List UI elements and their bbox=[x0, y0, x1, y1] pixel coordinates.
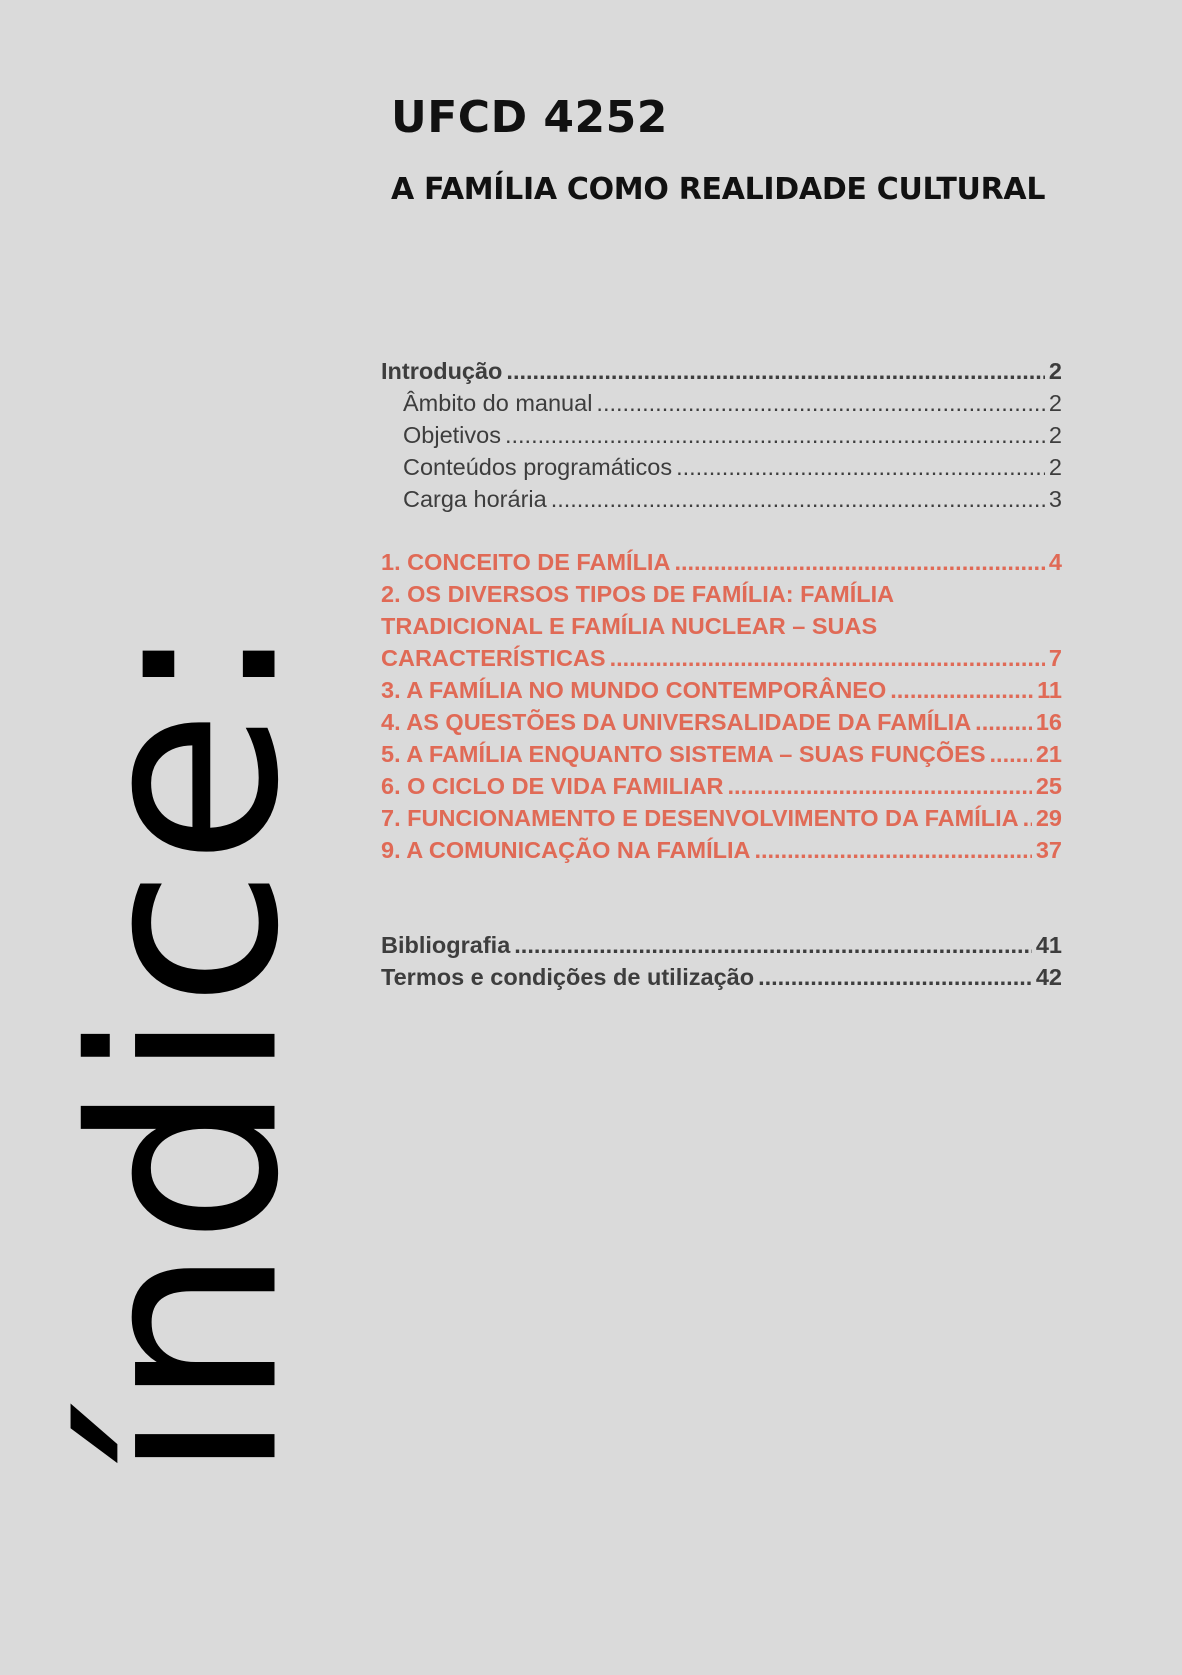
toc-entry[interactable] bbox=[381, 961, 1062, 993]
toc-leader bbox=[596, 387, 1045, 419]
toc-leader bbox=[1023, 802, 1032, 834]
toc-leader bbox=[990, 738, 1032, 770]
toc-entry-label: 5. A FAMÍLIA ENQUANTO SISTEMA – SUAS FUNÇÕES bbox=[381, 741, 986, 767]
toc-chapter-entry[interactable] bbox=[381, 802, 1062, 834]
toc-chapter-entry[interactable] bbox=[381, 546, 1062, 578]
toc-entry-label: 9. A COMUNICAÇÃO NA FAMÍLIA bbox=[381, 837, 751, 863]
toc-leader bbox=[674, 546, 1044, 578]
toc-entry-label: 3. A FAMÍLIA NO MUNDO CONTEMPORÂNEO bbox=[381, 677, 887, 703]
toc-entry-label-line: 2. OS DIVERSOS TIPOS DE FAMÍLIA: FAMÍLIA bbox=[381, 581, 895, 607]
toc-leader bbox=[676, 451, 1045, 483]
toc-entry-label: 6. O CICLO DE VIDA FAMILIAR bbox=[381, 773, 724, 799]
toc-page-number: 2 bbox=[1048, 422, 1062, 448]
toc-entry-label: 4. AS QUESTÕES DA UNIVERSALIDADE DA FAMÍLIA bbox=[381, 709, 972, 735]
toc-entry-label: CARACTERÍSTICAS bbox=[381, 645, 606, 671]
toc-entry-label: Objetivos bbox=[403, 422, 501, 448]
toc-page-number: 21 bbox=[1035, 741, 1062, 767]
toc-page-number: 29 bbox=[1035, 805, 1062, 831]
toc-page-number: 42 bbox=[1035, 964, 1062, 990]
toc-entry[interactable] bbox=[381, 483, 1062, 515]
toc-entry-label-line: TRADICIONAL E FAMÍLIA NUCLEAR – SUAS bbox=[381, 613, 878, 639]
toc-page-number: 25 bbox=[1035, 773, 1062, 799]
toc-entry-label: 7. FUNCIONAMENTO E DESENVOLVIMENTO DA FAMÍLIA bbox=[381, 805, 1019, 831]
toc-chapter-entry[interactable] bbox=[381, 770, 1062, 802]
toc-leader bbox=[551, 483, 1045, 515]
toc-leader bbox=[754, 834, 1031, 866]
toc-leader bbox=[610, 642, 1045, 674]
toc-entry-label: Âmbito do manual bbox=[403, 390, 593, 416]
toc-leader bbox=[975, 706, 1032, 738]
toc-leader bbox=[514, 929, 1032, 961]
toc-entry[interactable] bbox=[381, 355, 1062, 387]
toc-page-number: 2 bbox=[1048, 390, 1062, 416]
toc-entry[interactable] bbox=[381, 387, 1062, 419]
toc-entry[interactable] bbox=[381, 929, 1062, 961]
toc-leader bbox=[728, 770, 1032, 802]
toc-page-number: 2 bbox=[1048, 454, 1062, 480]
toc-leader bbox=[758, 961, 1032, 993]
toc-page-number: 7 bbox=[1048, 645, 1062, 671]
toc-page-number: 4 bbox=[1048, 549, 1062, 575]
toc-entry-label: Introdução bbox=[381, 358, 503, 384]
toc-entry[interactable] bbox=[381, 419, 1062, 451]
toc-entry-label: Bibliografia bbox=[381, 932, 511, 958]
toc-page-number: 2 bbox=[1048, 358, 1062, 384]
toc-chapter-entry[interactable] bbox=[381, 706, 1062, 738]
toc-entry-last-line bbox=[381, 642, 1062, 674]
course-code: UFCD 4252 bbox=[391, 92, 668, 143]
toc-leader bbox=[890, 674, 1033, 706]
toc-entry-label: 1. CONCEITO DE FAMÍLIA bbox=[381, 549, 671, 575]
toc-entry-label: Termos e condições de utilização bbox=[381, 964, 755, 990]
toc-page-number: 11 bbox=[1037, 677, 1062, 703]
toc-page-number: 16 bbox=[1035, 709, 1062, 735]
toc-chapter-entry[interactable] bbox=[381, 674, 1062, 706]
toc-chapter-entry[interactable] bbox=[381, 738, 1062, 770]
toc-chapters-group bbox=[381, 546, 1062, 866]
toc-intro-group bbox=[381, 355, 1062, 515]
toc-page-number: 3 bbox=[1048, 486, 1062, 512]
toc-page-number: 41 bbox=[1035, 932, 1062, 958]
toc-chapter-entry[interactable] bbox=[381, 578, 1062, 674]
toc-page-number: 37 bbox=[1035, 837, 1062, 863]
table-of-contents bbox=[381, 355, 1062, 993]
page-title: A FAMÍLIA COMO REALIDADE CULTURAL bbox=[391, 172, 1046, 207]
vertical-title: índice: bbox=[38, 618, 336, 1482]
toc-leader bbox=[506, 355, 1045, 387]
toc-chapter-entry[interactable] bbox=[381, 834, 1062, 866]
toc-entry[interactable] bbox=[381, 451, 1062, 483]
toc-entry-label: Conteúdos programáticos bbox=[403, 454, 673, 480]
toc-end-group bbox=[381, 929, 1062, 993]
toc-entry-label: Carga horária bbox=[403, 486, 547, 512]
toc-leader bbox=[505, 419, 1045, 451]
